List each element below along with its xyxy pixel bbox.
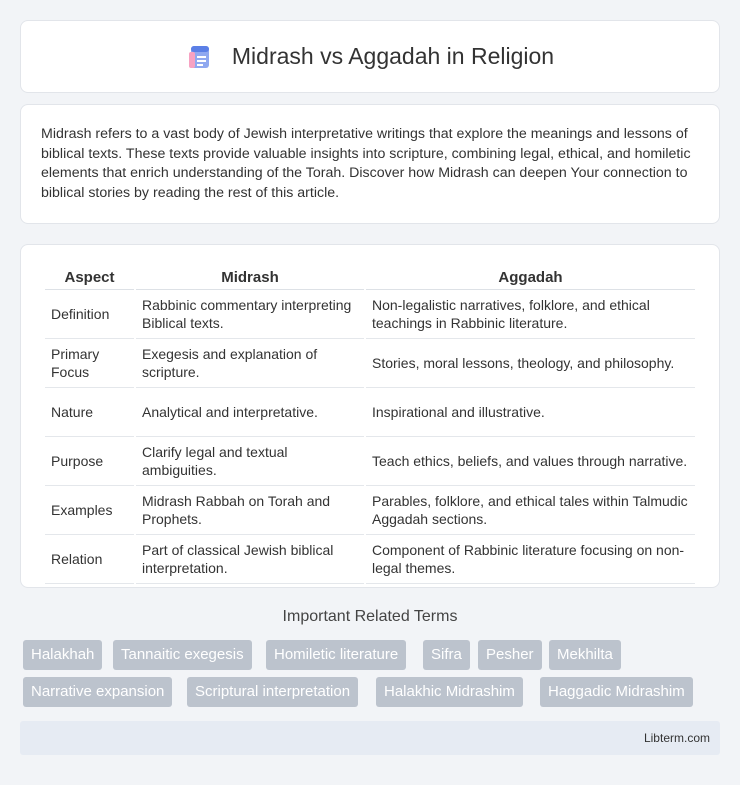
table-cell: Teach ethics, beliefs, and values through narrative. — [366, 437, 695, 486]
table-cell: Definition — [45, 290, 134, 339]
table-cell: Primary Focus — [45, 339, 134, 388]
table-cell: Part of classical Jewish biblical interpretation. — [136, 535, 364, 584]
table-row — [45, 535, 695, 584]
related-terms-title: Important Related Terms — [282, 608, 458, 625]
table-cell: Stories, moral lessons, theology, and philosophy. — [366, 339, 695, 388]
table-cell: Clarify legal and textual ambiguities. — [136, 437, 364, 486]
table-cell: Parables, folklore, and ethical tales within Talmudic Aggadah sections. — [366, 486, 695, 535]
tag-sifra[interactable]: Sifra — [423, 640, 470, 670]
column-header-aspect: Aspect — [45, 263, 134, 290]
tag-scriptural-interpretation[interactable]: Scriptural interpretation — [187, 677, 358, 707]
intro-card — [20, 104, 720, 224]
table-cell: Midrash Rabbah on Torah and Prophets. — [136, 486, 364, 535]
table-cell: Rabbinic commentary interpreting Biblical texts. — [136, 290, 364, 339]
table-cell: Nature — [45, 388, 134, 437]
column-header-midrash: Midrash — [136, 263, 364, 290]
comparison-table — [43, 263, 697, 584]
footer-site-link[interactable]: Libterm.com — [643, 731, 710, 745]
table-row — [45, 388, 695, 437]
table-row — [45, 290, 695, 339]
table-row — [45, 437, 695, 486]
tag-halakhic-midrashim[interactable]: Halakhic Midrashim — [376, 677, 523, 707]
table-cell: Non-legalistic narratives, folklore, and ethical teachings in Rabbinic literature. — [366, 290, 695, 339]
tag-haggadic-midrashim[interactable]: Haggadic Midrashim — [540, 677, 693, 707]
header-card — [20, 20, 720, 93]
table-cell: Relation — [45, 535, 134, 584]
tag-mekhilta[interactable]: Mekhilta — [549, 640, 621, 670]
tag-tannaitic-exegesis[interactable]: Tannaitic exegesis — [113, 640, 252, 670]
table-cell: Examples — [45, 486, 134, 535]
tag-narrative-expansion[interactable]: Narrative expansion — [23, 677, 172, 707]
tag-halakhah[interactable]: Halakhah — [23, 640, 102, 670]
tag-homiletic-literature[interactable]: Homiletic literature — [266, 640, 406, 670]
column-header-aggadah: Aggadah — [366, 263, 695, 290]
table-cell: Exegesis and explanation of scripture. — [136, 339, 364, 388]
table-cell: Inspirational and illustrative. — [366, 388, 695, 437]
intro-text: Midrash refers to a vast body of Jewish interpretative writings that explore the meanings and lessons of biblical texts. These texts provide valuable insights into scripture, combining legal, ethical, and homiletic elements that enrich understanding of the Torah. Discover how Midrash can deepen Your connection to biblical stories by reading the rest of this article. — [41, 126, 691, 201]
table-cell: Analytical and interpretative. — [136, 388, 364, 437]
tag-pesher[interactable]: Pesher — [478, 640, 542, 670]
footer — [20, 721, 720, 755]
table-header-row — [45, 263, 695, 290]
table-cell: Component of Rabbinic literature focusing on non-legal themes. — [366, 535, 695, 584]
comparison-card — [20, 244, 720, 588]
table-row — [45, 339, 695, 388]
page-title: Midrash vs Aggadah in Religion — [231, 43, 555, 69]
table-row — [45, 486, 695, 535]
document-icon — [186, 43, 214, 71]
table-cell: Purpose — [45, 437, 134, 486]
